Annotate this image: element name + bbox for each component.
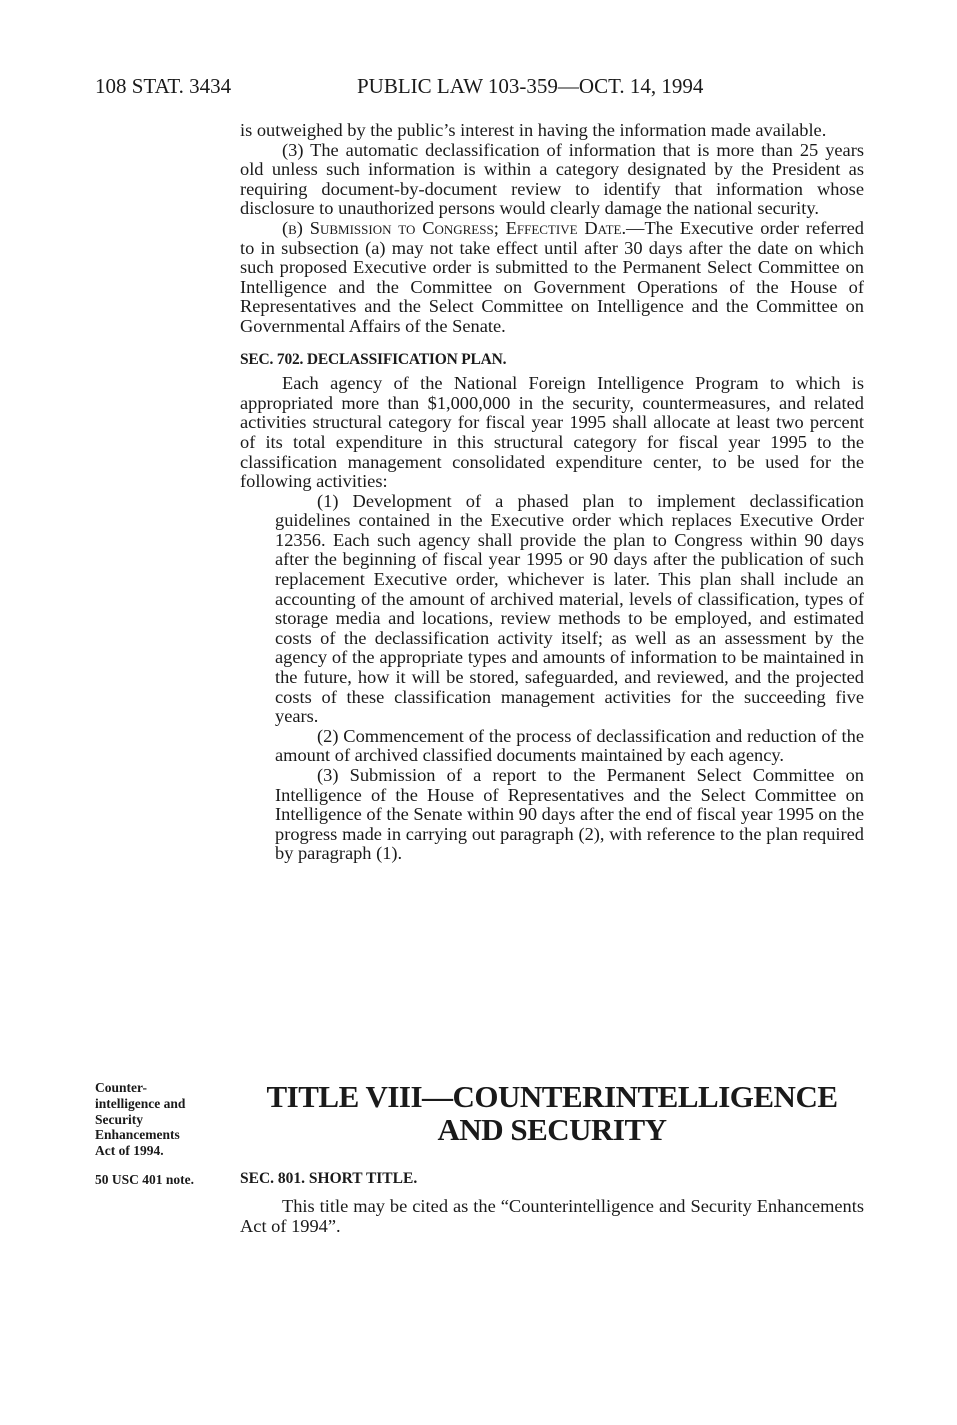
continuation-paragraph: is outweighed by the public’s interest in having the information made available.	[240, 120, 827, 140]
sec-702-intro: Each agency of the National Foreign Intelligence Program to which is appropriated more than $1,000,000 in the security, countermeasures, and related activities structural category for fiscal year 1995 shall allocate at least two percent of its total expenditure in this structural category for fiscal year 1995 to the classification management consolidated expenditure center, to be used for the following activities:	[240, 373, 864, 492]
title-line-1: TITLE VIII—COUNTERINTELLIGENCE	[266, 1079, 838, 1114]
sec-702-heading: SEC. 702. DECLASSIFICATION PLAN.	[240, 350, 507, 368]
margin-note-line: Counter-	[95, 1080, 147, 1095]
margin-note-line: intelligence and	[95, 1095, 186, 1111]
subsection-b-text: The Executive order referred to in subsection (a) may not take effect until after 30 days after the date on which such proposed Executive order is submitted to the Permanent Select Committee on Intelligence and the Committee on Government Operations of the House of Representatives and the Select Committee on Intelligence and the Committee on Governmental Affairs of the Senate.	[240, 217, 864, 336]
margin-note-short-title	[95, 1080, 235, 1159]
sec-702-item-3: (3) Submission of a report to the Permanent Select Committee on Intelligence of the House of Representatives and the Select Committee on Intelligence of the Senate within 90 days after the end of fiscal year 1995 on the progress made in carrying out paragraph (2), with reference to the plan required by paragraph (1).	[275, 765, 864, 864]
sec-702-item-1: (1) Development of a phased plan to implement declassification guidelines contained in the Executive order which replaces Executive Order 12356. Each such agency shall provide the plan to Congress within 90 days after the beginning of fiscal year 1995 or 90 days after the publication of such replacement Executive order, whichever is later. This plan shall include an accounting of the amount of archived material, levels of classification, types of storage media and locations, review methods to be employed, and estimated costs of the declassification activity itself; as well as an assessment by the agency of the appropriate types and amounts of information to be maintained in the future, how it will be stored, safeguarded, and reviewed, and the projected costs of these classification management activities for the succeeding five years.	[275, 490, 864, 727]
public-law-heading: PUBLIC LAW 103-359—OCT. 14, 1994	[357, 74, 704, 98]
sec-801-heading: SEC. 801. SHORT TITLE.	[240, 1170, 418, 1187]
sec-801-text-block	[240, 1197, 864, 1236]
margin-citation: 50 USC 401 note.	[95, 1172, 195, 1187]
statute-page-number: 108 STAT. 3434	[95, 74, 232, 98]
sec-702-item-2: (2) Commencement of the process of declassification and reduction of the amount of archived classified documents maintained by each agency.	[275, 725, 864, 766]
margin-note-line: Act of 1994.	[95, 1143, 164, 1159]
title-viii-heading	[240, 1080, 864, 1146]
paragraph-item-3: (3) The automatic declassification of information that is more than 25 years old unless such information is within a category designated by the President as requiring document-by-document review to identify that information whose disclosure to unauthorized persons would clearly damage the national security.	[240, 139, 864, 219]
body-text	[240, 121, 864, 864]
title-line-2: AND SECURITY	[437, 1112, 667, 1147]
margin-note-line: Security	[95, 1111, 143, 1127]
subsection-b	[240, 219, 864, 337]
margin-note-line: Enhancements	[95, 1127, 180, 1143]
sec-801-text: This title may be cited as the “Counterintelligence and Security Enhancements Act of 1994”.	[240, 1196, 864, 1236]
subsection-b-heading: (b) Submission to Congress; Effective Date.—	[282, 217, 645, 238]
